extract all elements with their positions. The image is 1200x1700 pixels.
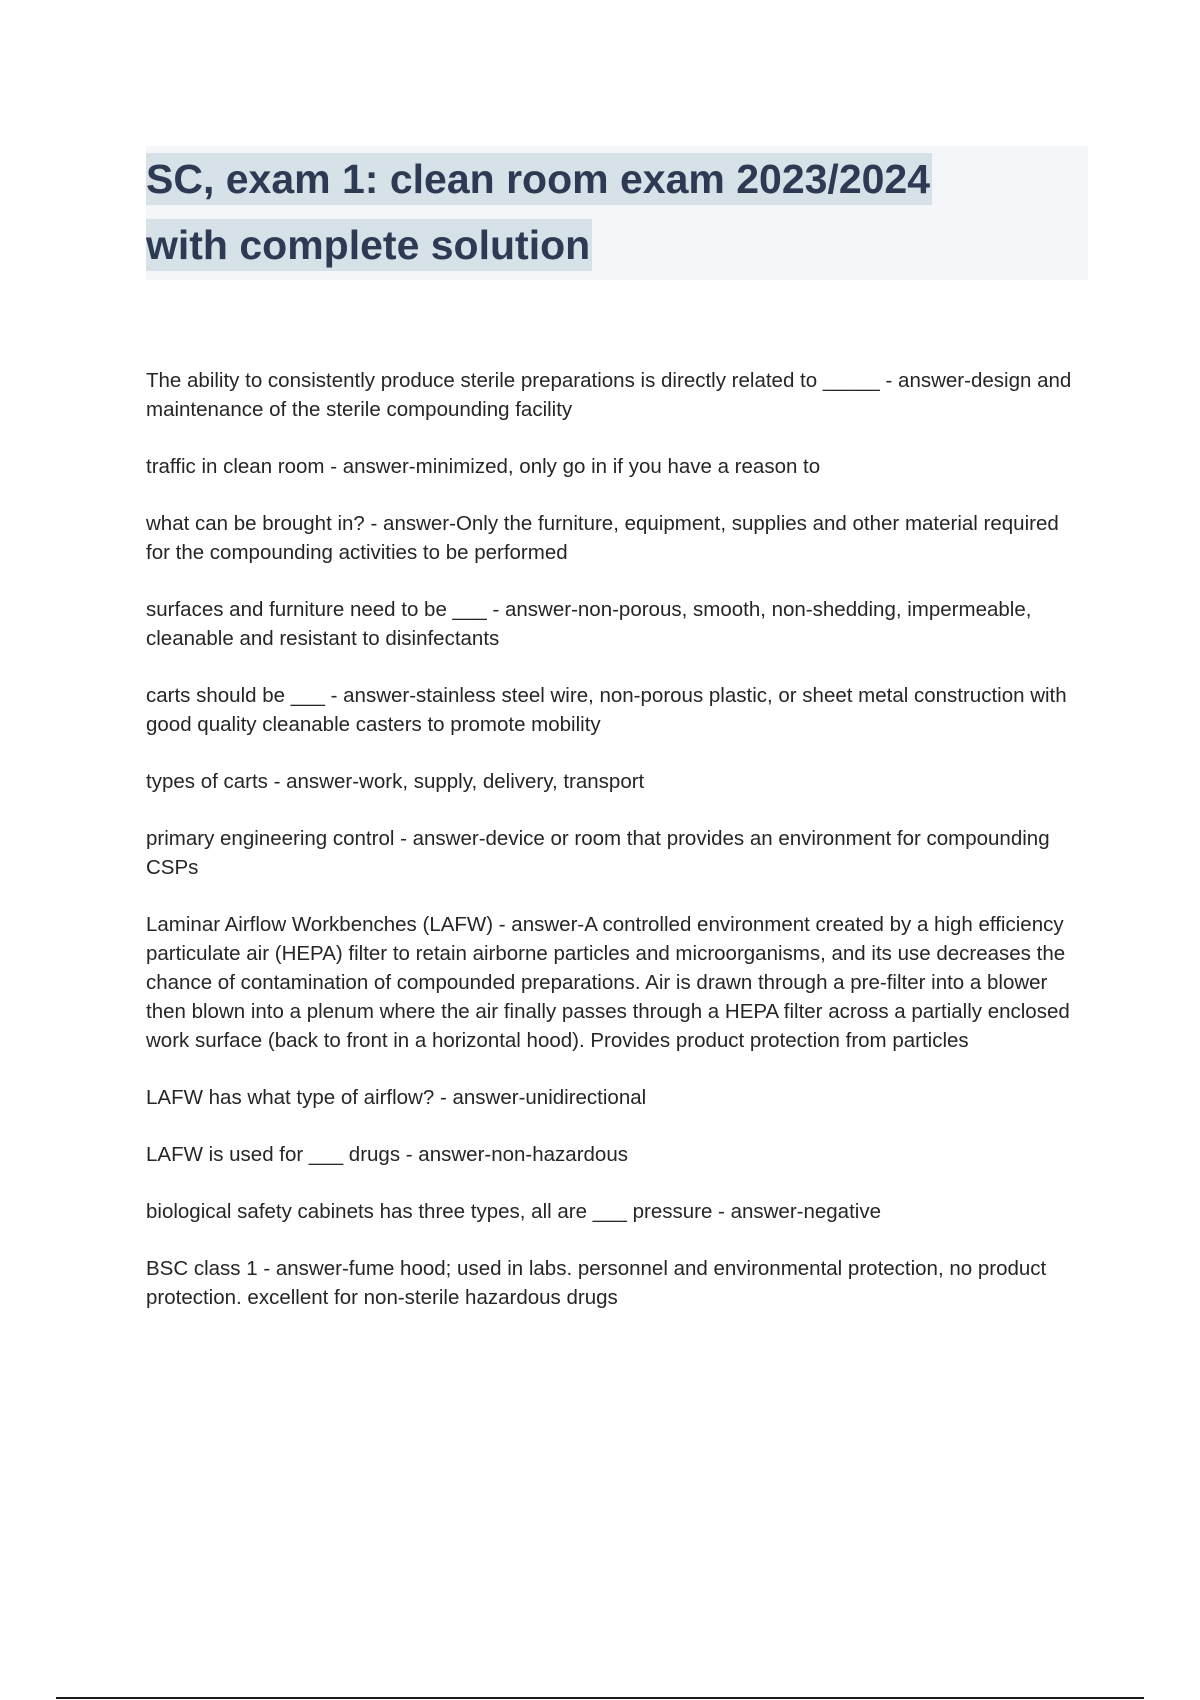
qa-item: BSC class 1 - answer-fume hood; used in labs. personnel and environmental protection, no product protection. excellent for non-sterile hazardous drugs [146, 1257, 1047, 1309]
qa-item: primary engineering control - answer-device or room that provides an environment for compounding CSPs [146, 827, 1050, 879]
document-title [146, 146, 1088, 278]
qa-item: types of carts - answer-work, supply, delivery, transport [146, 770, 645, 793]
qa-item: The ability to consistently produce sterile preparations is directly related to _____ - answer-design and maintenance of the sterile compounding facility [146, 369, 1072, 421]
qa-item: biological safety cabinets has three types, all are ___ pressure - answer-negative [146, 1200, 881, 1223]
qa-item: LAFW has what type of airflow? - answer-unidirectional [146, 1086, 647, 1109]
qa-item: what can be brought in? - answer-Only the furniture, equipment, supplies and other material required for the compounding activities to be performed [146, 512, 1059, 564]
qa-item: carts should be ___ - answer-stainless steel wire, non-porous plastic, or sheet metal construction with good quality cleanable casters to promote mobility [146, 684, 1067, 736]
qa-item: traffic in clean room - answer-minimized, only go in if you have a reason to [146, 455, 821, 478]
title-line-2: with complete solution [146, 219, 592, 271]
qa-item: surfaces and furniture need to be ___ - answer-non-porous, smooth, non-shedding, impermeable, cleanable and resistant to disinfectants [146, 598, 1032, 650]
qa-item: Laminar Airflow Workbenches (LAFW) - answer-A controlled environment created by a high efficiency particulate air (HEPA) filter to retain airborne particles and microorganisms, and its use decreases the chance of contamination of compounded preparations. Air is drawn through a pre-filter into a blower then blown into a plenum where the air finally passes through a HEPA filter across a partially enclosed work surface (back to front in a horizontal hood). Provides product protection from particles [146, 913, 1070, 1052]
footer-divider [56, 1697, 1144, 1699]
title-line-1: SC, exam 1: clean room exam 2023/2024 [146, 153, 932, 205]
title-block [146, 146, 1088, 280]
qa-item: LAFW is used for ___ drugs - answer-non-hazardous [146, 1143, 628, 1166]
qa-list [146, 366, 1076, 1340]
